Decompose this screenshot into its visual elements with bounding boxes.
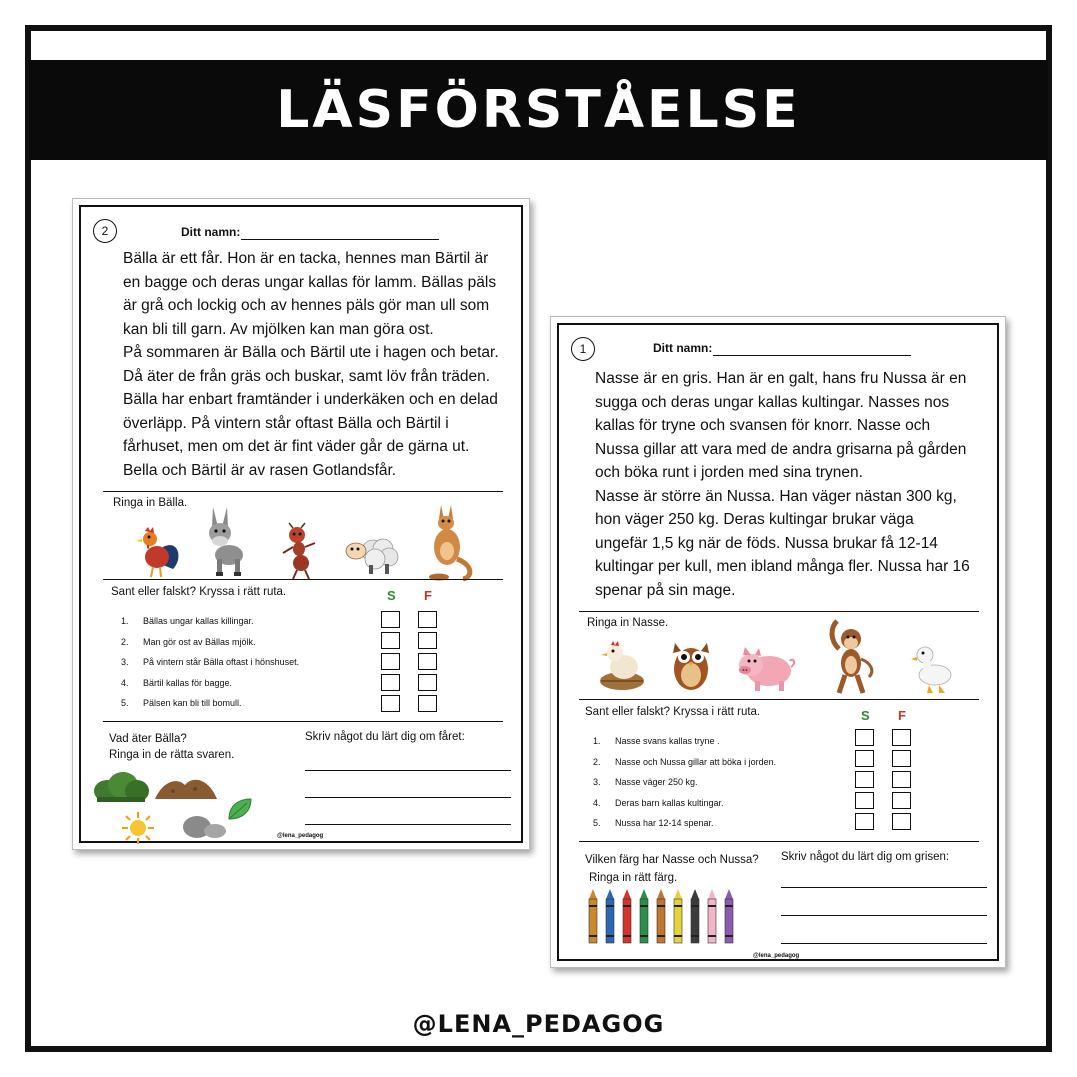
false-checkbox[interactable] [892, 750, 911, 767]
crayon-icon[interactable] [640, 889, 648, 943]
tf-prompt: Sant eller falskt? Kryssa i rätt ruta. [585, 706, 761, 718]
false-checkbox[interactable] [892, 813, 911, 830]
sun-icon[interactable] [121, 811, 155, 845]
circle-prompt: Ringa in Nasse. [587, 617, 669, 629]
crayon-icon[interactable] [708, 889, 716, 943]
false-checkbox[interactable] [418, 632, 437, 649]
footer-handle: @LENA_PEDAGOG [412, 1010, 665, 1038]
divider [103, 579, 503, 580]
true-checkbox[interactable] [855, 813, 874, 830]
worksheet-2 [72, 198, 530, 850]
write-line[interactable] [781, 943, 987, 944]
kangaroo-icon[interactable] [423, 503, 475, 581]
true-column-label: S [387, 588, 396, 603]
sheet-number: 2 [93, 219, 117, 243]
crayon-icon[interactable] [623, 889, 631, 943]
false-checkbox[interactable] [418, 695, 437, 712]
false-checkbox[interactable] [892, 729, 911, 746]
worksheet-2-border [79, 205, 523, 843]
donkey-icon[interactable] [199, 505, 251, 577]
duck-icon[interactable] [911, 643, 955, 695]
soil-icon[interactable] [153, 773, 219, 801]
credit-text: @lena_pedagog [753, 953, 800, 959]
divider [103, 721, 503, 722]
crayon-icon[interactable] [674, 889, 682, 943]
true-checkbox[interactable] [381, 632, 400, 649]
story-text: Bälla är ett får. Hon är en tacka, hennes man Bärtil är en bagge och deras ungar kallas för lamm. Bällas päls är grå och lockig och av hennes päls gör man ull som kan bli till garn. Av mjölken kan man göra ost. På sommaren är Bälla och Bärtil ute i hagen och betar. Då äter de från gräs och buskar, samt löv från träden. Bälla har enbart framtänder i underkäken och en delad överläpp. På vintern står oftast Bälla och Bärtil i fårhuset, men om det är fint väder går de gärna ut. Bella och Bärtil är av rasen Gotlandsfår. [123, 250, 499, 479]
false-column-label: F [424, 588, 432, 603]
monkey-icon[interactable] [825, 619, 879, 697]
crayon-icon[interactable] [606, 889, 614, 943]
question-row: 2. Man gör ost av Bällas mjölk. [121, 636, 256, 647]
title-banner [29, 60, 1048, 160]
false-column-label: F [898, 708, 906, 723]
color-prompt: Vilken färg har Nasse och Nussa? Ringa in rätt färg. [585, 854, 759, 884]
bush-icon[interactable] [93, 771, 149, 803]
question-row: 5. Pälsen kan bli till bomull. [121, 698, 242, 709]
true-column-label: S [861, 708, 870, 723]
name-label: Ditt namn: [181, 225, 241, 239]
crayon-icon[interactable] [725, 889, 733, 943]
name-label: Ditt namn: [653, 341, 713, 355]
rooster-icon[interactable] [133, 525, 183, 577]
write-prompt: Skriv något du lärt dig om grisen: [781, 851, 950, 863]
credit-text: @lena_pedagog [277, 833, 324, 839]
crayon-icon[interactable] [691, 889, 699, 943]
write-line[interactable] [781, 915, 987, 916]
true-checkbox[interactable] [381, 653, 400, 670]
question-row: 2. Nasse och Nussa gillar att böka i jorden. [593, 756, 777, 767]
divider [579, 841, 979, 842]
crayon-icon[interactable] [589, 889, 597, 943]
question-row: 4. Deras barn kallas kultingar. [593, 797, 724, 808]
worksheet-1-border [557, 323, 999, 961]
leaf-icon[interactable] [227, 797, 253, 821]
crayon-row [587, 889, 747, 945]
question-list [593, 731, 776, 834]
eat-prompt: Vad äter Bälla? Ringa in de rätta svaren. [109, 733, 235, 761]
false-checkbox[interactable] [418, 653, 437, 670]
divider [103, 491, 503, 492]
question-row: 3. På vintern står Bälla oftast i hönshuset. [121, 657, 300, 668]
question-row: 3. Nasse väger 250 kg. [593, 777, 698, 788]
story-text: Nasse är en gris. Han är en galt, hans fru Nussa är en sugga och deras ungar kallas kultingar. Nasses nos kallas för tryne och svansen för knorr. Nasse och Nussa gillar att vara med de andra grisarna på gården och böka runt i jorden med sina trynen. Nasse är större än Nussa. Han väger nästan 300 kg, hon väger 250 kg. Deras kultingar brukar väga ungefär 1,5 kg när de föds. Nussa brukar få 12-14 kultingar per kull, men ibland många fler. Nussa har 16 spenar på sin mage. [595, 370, 970, 599]
pig-icon[interactable] [735, 643, 795, 693]
write-line[interactable] [305, 797, 511, 798]
divider [579, 611, 979, 612]
true-checkbox[interactable] [855, 792, 874, 809]
tf-prompt: Sant eller falskt? Kryssa i rätt ruta. [111, 586, 287, 598]
false-checkbox[interactable] [418, 611, 437, 628]
write-prompt: Skriv något du lärt dig om fåret: [305, 731, 465, 743]
true-checkbox[interactable] [381, 674, 400, 691]
question-row: 1. Bällas ungar kallas killingar. [121, 616, 254, 627]
false-checkbox[interactable] [892, 771, 911, 788]
worksheet-1 [550, 316, 1006, 968]
write-line[interactable] [781, 887, 987, 888]
false-checkbox[interactable] [892, 792, 911, 809]
hen-icon[interactable] [597, 637, 647, 691]
ant-icon[interactable] [281, 525, 321, 579]
true-checkbox[interactable] [381, 695, 400, 712]
true-checkbox[interactable] [855, 750, 874, 767]
write-line[interactable] [305, 824, 511, 825]
name-line [241, 239, 439, 240]
divider [579, 699, 979, 700]
name-line [713, 355, 911, 356]
question-row: 1. Nasse svans kallas tryne . [593, 736, 720, 747]
sheet-number: 1 [571, 337, 595, 361]
true-checkbox[interactable] [855, 771, 874, 788]
stones-icon[interactable] [181, 811, 227, 839]
write-line[interactable] [305, 770, 511, 771]
question-row: 4. Bärtil kallas för bagge. [121, 677, 233, 688]
sheep-icon[interactable] [343, 531, 401, 575]
owl-icon[interactable] [669, 637, 713, 693]
true-checkbox[interactable] [381, 611, 400, 628]
true-checkbox[interactable] [855, 729, 874, 746]
crayon-icon[interactable] [657, 889, 665, 943]
banner-title: LÄSFÖRSTÅELSE [276, 80, 801, 140]
false-checkbox[interactable] [418, 674, 437, 691]
question-list [121, 611, 299, 714]
question-row: 5. Nussa har 12-14 spenar. [593, 818, 714, 829]
circle-prompt: Ringa in Bälla. [113, 497, 188, 509]
